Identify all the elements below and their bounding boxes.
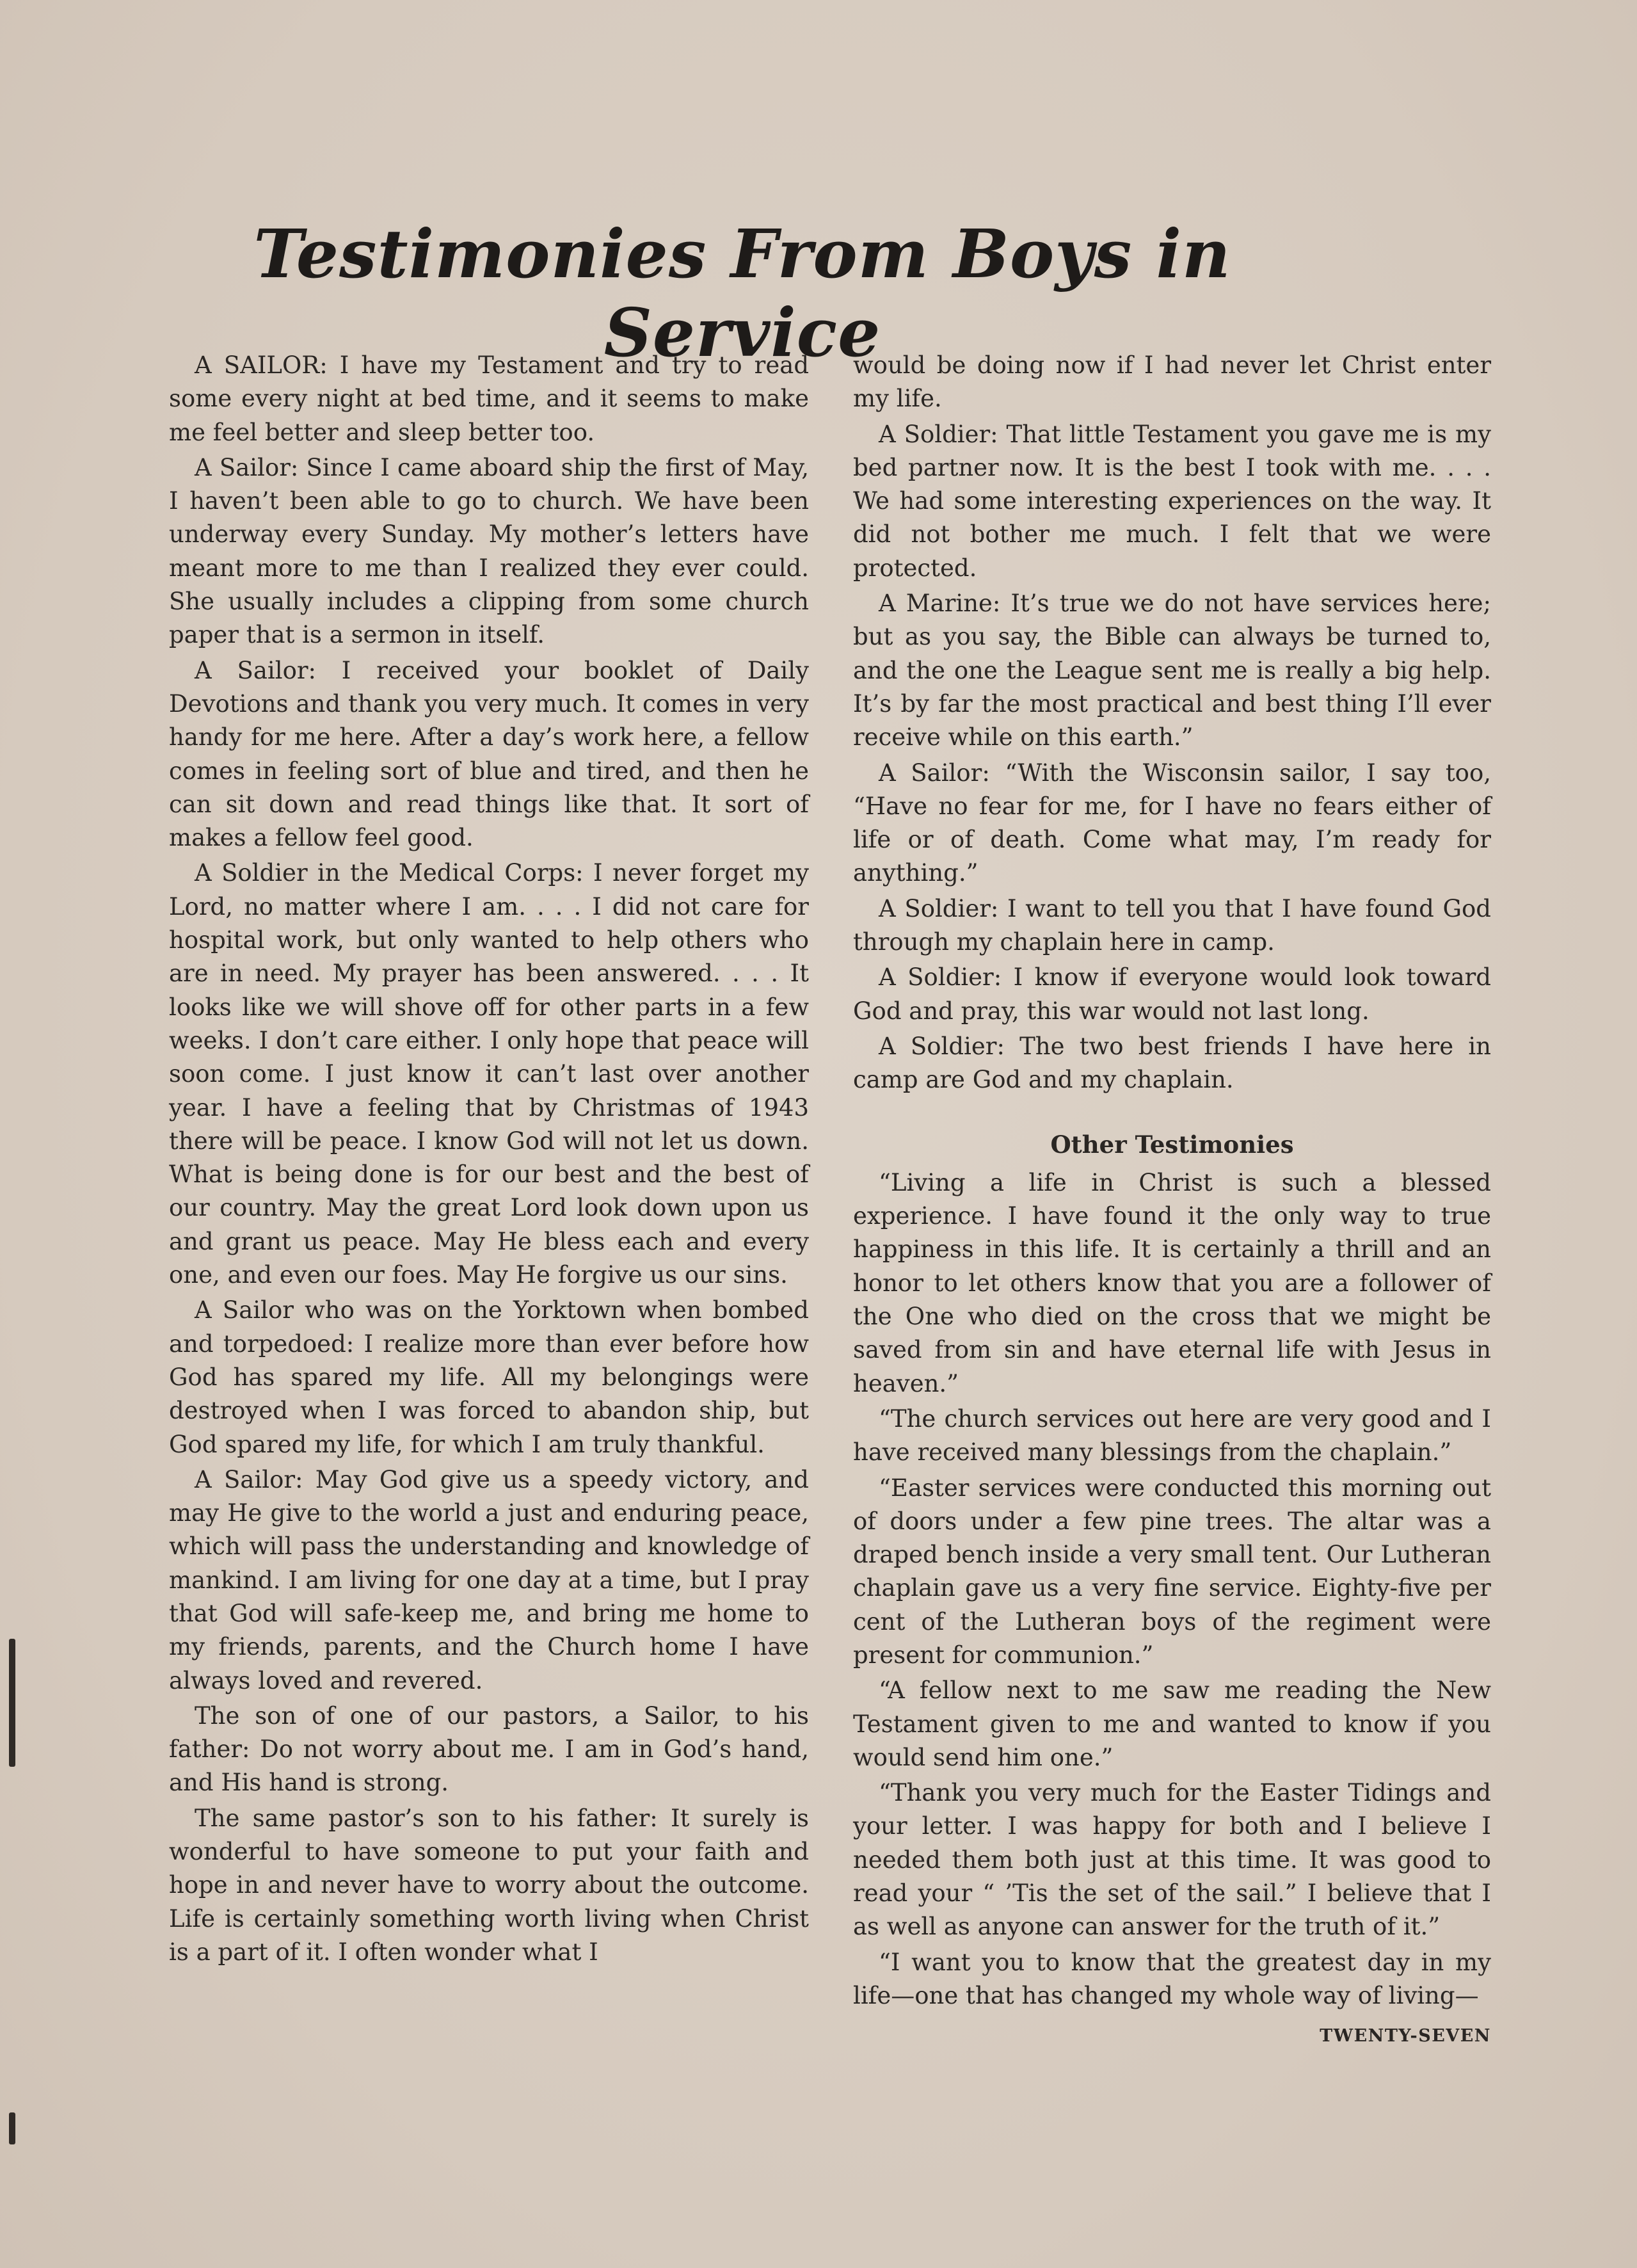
continued-paragraph: would be doing now if I had never let Christ enter my life. <box>853 351 1491 413</box>
testimony-paragraph: “Thank you very much for the Easter Tidings and your letter. I was happy for both and I believe I needed them both just at this time. It was good to read your “ ’Tis the set of the sail.” I believe that I as well as anyone can answer for the truth of it.” <box>853 1779 1491 1941</box>
page-title: Testimonies From Boys in Service <box>253 214 1231 372</box>
testimony-paragraph: A SAILOR: I have my Testament and try to read some every night at bed time, and it seems to make me feel better and sleep better too. <box>169 351 809 446</box>
testimony-paragraph: A Soldier: I know if everyone would look toward God and pray, this war would not last long. <box>853 963 1491 1025</box>
testimony-paragraph: A Sailor: Since I came aboard ship the first of May, I haven’t been able to go to church. We have been underway every Sunday. My mother’s letters have meant more to me than I realized they ever could. She usually includes a clipping from some church paper that is a sermon in itself. <box>169 453 809 649</box>
testimony-paragraph: “Easter services were conducted this morning out of doors under a few pine trees. The altar was a draped bench inside a very small tent. Our Lutheran chaplain gave us a very fine service. Eighty-five per cent of the Lutheran boys of the regiment were present for communion.” <box>853 1474 1491 1669</box>
binding-mark <box>9 1639 15 1767</box>
testimony-paragraph: “A fellow next to me saw me reading the New Testament given to me and wanted to know if you would send him one.” <box>853 1677 1491 1771</box>
section-heading: Other Testimonies <box>1050 1130 1294 1159</box>
binding-mark <box>9 2112 15 2144</box>
testimony-paragraph: “The church services out here are very good and I have received many blessings from the chaplain.” <box>853 1404 1491 1467</box>
testimony-paragraph: A Sailor who was on the Yorktown when bombed and torpedoed: I realize more than ever before how God has spared my life. All my belongings were destroyed when I was forced to abandon ship, but God spared my life, for which I am truly thankful. <box>169 1296 809 1458</box>
testimony-paragraph: The same pastor’s son to his father: It surely is wonderful to have someone to put your faith and hope in and never have to worry about the outcome. Life is certainly something worth living when Christ is a part of it. I often wonder what I <box>169 1804 809 1966</box>
testimony-paragraph: A Soldier: That little Testament you gave me is my bed partner now. It is the best I took with me. . . . We had some interesting experiences on the way. It did not bother me much. I felt that we were protected. <box>853 420 1491 582</box>
testimony-paragraph: A Soldier in the Medical Corps: I never forget my Lord, no matter where I am. . . . I did not care for hospital work, but only wanted to help others who are in need. My prayer has been answered. . . . It looks like we will shove off for other parts in a few weeks. I don’t care either. I only hope that peace will soon come. I just know it can’t last over another year. I have a feeling that by Christmas of 1943 there will be peace. I know God will not let us down. What is being done is for our best and the best of our country. May the great Lord look down upon us and grant us peace. May He bless each and every one, and even our foes. May He forgive us our sins. <box>169 859 809 1289</box>
testimony-paragraph: The son of one of our pastors, a Sailor, to his father: Do not worry about me. I am in God’s hand, and His hand is strong. <box>169 1701 809 1797</box>
right-column <box>853 349 1491 2015</box>
testimony-paragraph: A Marine: It’s true we do not have services here; but as you say, the Bible can always be turned to, and the one the League sent me is really a big help. It’s by far the most practical and best thing I’ll ever receive while on this earth.” <box>853 590 1491 752</box>
testimony-paragraph: A Sailor: May God give us a speedy victory, and may He give to the world a just and enduring peace, which will pass the understanding and knowledge of mankind. I am living for one day at a time, but I pray that God will safe-keep me, and bring me home to my friends, parents, and the Church home I have always loved and revered. <box>169 1465 809 1694</box>
testimony-paragraph: “Living a life in Christ is such a blessed experience. I have found it the only way to true happiness in this life. It is certainly a thrill and an honor to let others know that you are a follower of the One who died on the cross that we might be saved from sin and have eternal life with Jesus in heaven.” <box>853 1168 1491 1397</box>
left-column <box>169 349 809 1971</box>
page-number: TWENTY-SEVEN <box>1320 2026 1491 2046</box>
testimony-paragraph: A Sailor: “With the Wisconsin sailor, I say too, “Have no fear for me, for I have no fears either of life or of death. Come what may, I’m ready for anything.” <box>853 759 1491 887</box>
testimony-paragraph: “I want you to know that the greatest day in my life—one that has changed my whole way of living— <box>853 1948 1491 2009</box>
testimony-paragraph: A Soldier: I want to tell you that I have found God through my chaplain here in camp. <box>853 894 1491 956</box>
testimony-paragraph: A Soldier: The two best friends I have here in camp are God and my chaplain. <box>853 1032 1491 1094</box>
testimony-paragraph: A Sailor: I received your booklet of Daily Devotions and thank you very much. It comes in very handy for me here. After a day’s work here, a fellow comes in feeling sort of blue and tired, and then he can sit down and read things like that. It sort of makes a fellow feel good. <box>169 656 809 852</box>
